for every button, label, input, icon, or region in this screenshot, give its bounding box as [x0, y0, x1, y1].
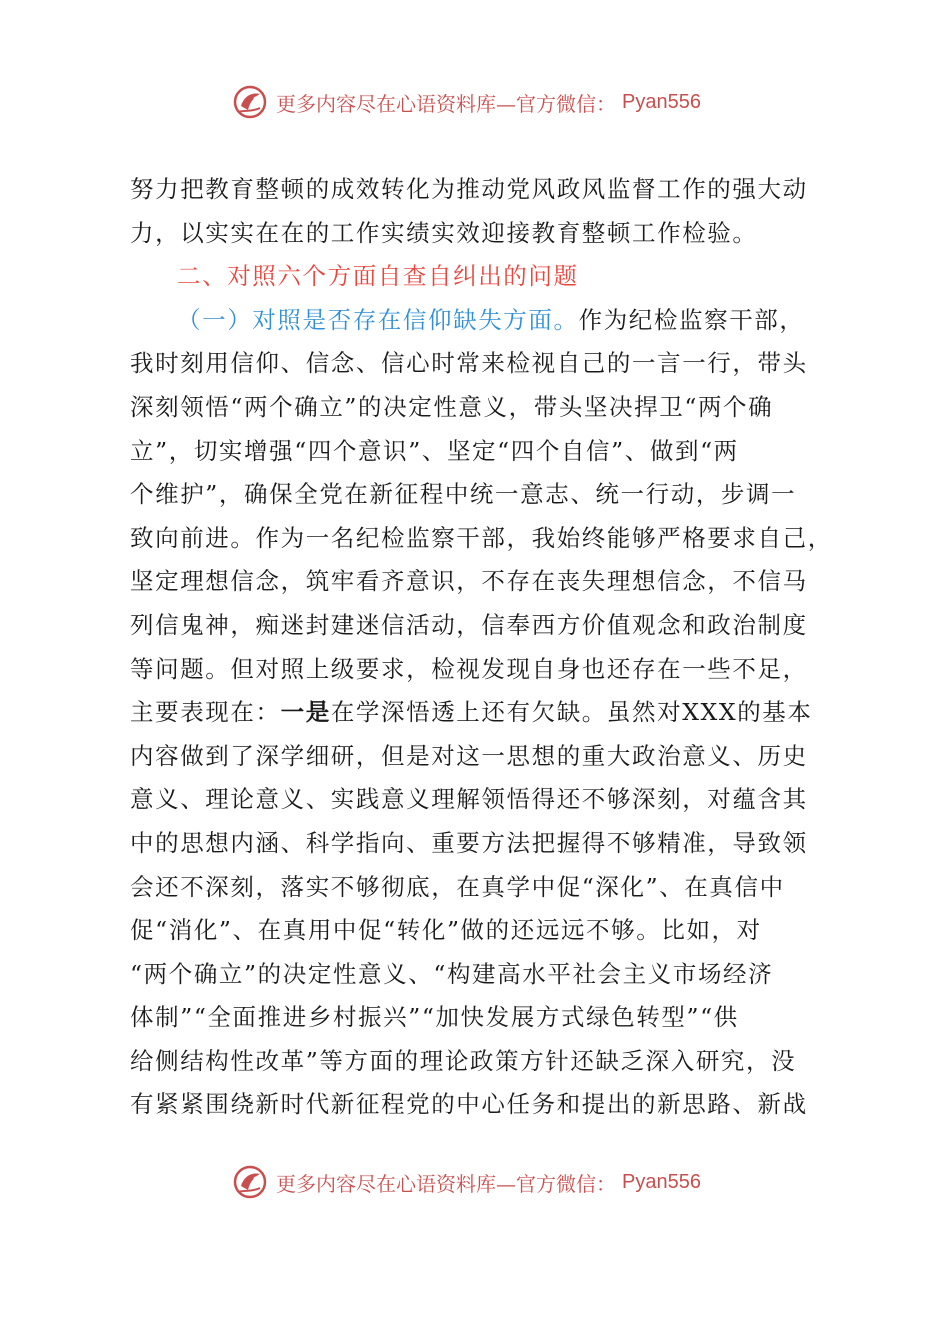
text-line: 体制”“全面推进乡村振兴”“加快发展方式绿色转型”“供 — [130, 1003, 739, 1032]
text-line: 会还不深刻，落实不够彻底，在真学中促“深化”、在真信中 — [130, 872, 785, 901]
banner-wechat-id: Pyan556 — [622, 90, 701, 113]
text-line: 中的思想内涵、科学指向、重要方法把握得不够精准，导致领 — [130, 828, 808, 857]
text-run: 在学深悟透上还有欠缺。虽然对XXX的基本 — [330, 698, 813, 727]
text-run: 主要表现在： — [130, 698, 281, 727]
flower-logo-icon — [230, 1162, 270, 1202]
text-line — [130, 691, 830, 735]
text-line: 个维护”，确保全党在新征程中统一意志、统一行动，步调一 — [130, 480, 797, 509]
bold-marker: 一是 — [280, 698, 331, 727]
text-line: 力，以实实在在的工作实绩实效迎接教育整顿工作检验。 — [130, 218, 758, 247]
text-line: 努力把教育整顿的成效转化为推动党风政风监督工作的强大动 — [130, 175, 808, 203]
footer-banner — [230, 1162, 701, 1202]
text-line: “两个确立”的决定性意义、“构建高水平社会主义市场经济 — [130, 959, 774, 988]
text-line: 立”，切实增强“四个意识”、坚定“四个自信”、做到“两 — [130, 436, 739, 465]
text-run: 作为纪检监察干部， — [578, 305, 805, 334]
section-heading: 二、对照六个方面自查自纠出的问题 — [177, 262, 579, 291]
text-line: 深刻领悟“两个确立”的决定性意义，带头坚决捍卫“两个确 — [130, 392, 774, 421]
header-banner — [230, 82, 701, 122]
text-line: 给侧结构性改革”等方面的理论政策方针还缺乏深入研究，没 — [130, 1046, 797, 1075]
subsection-line — [130, 299, 830, 343]
text-line: 致向前进。作为一名纪检监察干部，我始终能够严格要求自己， — [130, 523, 833, 552]
text-line: 等问题。但对照上级要求，检视发现自身也还存在一些不足， — [130, 654, 808, 683]
text-line: 坚定理想信念，筑牢看齐意识，不存在丧失理想信念，不信马 — [130, 567, 808, 596]
text-line: 有紧紧围绕新时代新征程党的中心任务和提出的新思路、新战 — [130, 1090, 808, 1119]
text-line: 促“消化”、在真用中促“转化”做的还远远不够。比如，对 — [130, 916, 762, 945]
text-line: 内容做到了深学细研，但是对这一思想的重大政治意义、历史 — [130, 741, 808, 770]
document-body — [130, 168, 833, 1127]
banner-wechat-id: Pyan556 — [622, 1170, 701, 1193]
subsection-heading: （一）对照是否存在信仰缺失方面。 — [177, 305, 579, 334]
banner-text: 更多内容尽在心语资料库—官方微信： — [276, 1171, 616, 1196]
flower-logo-icon — [230, 82, 270, 122]
text-line: 意义、理论意义、实践意义理解领悟得还不够深刻，对蕴含其 — [130, 785, 808, 814]
text-line: 我时刻用信仰、信念、信心时常来检视自己的一言一行，带头 — [130, 349, 808, 378]
text-line: 列信鬼神，痴迷封建迷信活动，信奉西方价值观念和政治制度 — [130, 610, 808, 639]
banner-text: 更多内容尽在心语资料库—官方微信： — [276, 91, 616, 116]
